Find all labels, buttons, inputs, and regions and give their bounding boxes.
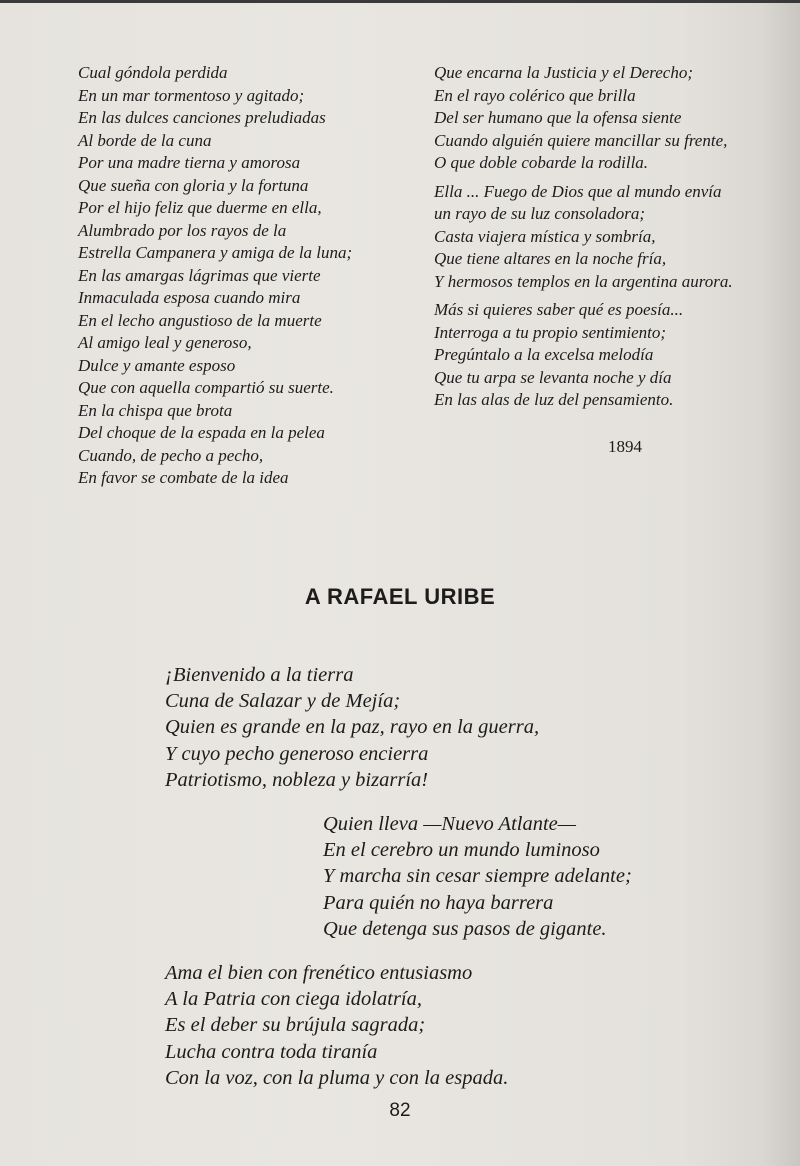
page-top-edge [0, 0, 800, 3]
verse-line: Interroga a tu propio sentimiento; [434, 322, 666, 342]
verse-line: En el lecho angustioso de la muerte [78, 310, 322, 330]
poem-stanza-1 [165, 662, 539, 793]
poem-stanza-3 [165, 960, 508, 1091]
verse-line: Inmaculada esposa cuando mira [78, 288, 301, 307]
verse-line: ¡Bienvenido a la tierra [165, 664, 354, 686]
verse-line: Pregúntalo a la excelsa melodía [434, 345, 654, 364]
verse-line: Cuna de Salazar y de Mejía; [165, 690, 401, 713]
verse-line: Estrella Campanera y amiga de la luna; [78, 243, 353, 262]
verse-line: Que tiene altares en la noche fría, [434, 249, 667, 268]
poem-date: 1894 [608, 437, 642, 456]
verse-line: Cual góndola perdida [78, 63, 228, 82]
verse-line: Que detenga sus pasos de gigante. [323, 917, 607, 940]
poem-stanza-2 [323, 811, 632, 942]
verse-line: Del choque de la espada en la pelea [78, 423, 325, 442]
verse-line: Con la voz, con la pluma y con la espada. [165, 1066, 509, 1089]
verse-line: Casta viajera mística y sombría, [434, 226, 656, 246]
verse-line: Y cuyo pecho generoso encierra [165, 742, 429, 765]
verse-line: Que tu arpa se levanta noche y día [434, 367, 672, 387]
verse-line: En el cerebro un mundo luminoso [323, 839, 600, 862]
verse-line: En un mar tormentoso y agitado; [78, 85, 305, 105]
verse-line: Que encarna la Justicia y el Derecho; [434, 63, 694, 82]
verse-line: En favor se combate de la idea [78, 468, 289, 487]
verse-line: Cuando, de pecho a pecho, [78, 445, 264, 465]
verse-line: O que doble cobarde la rodilla. [434, 153, 649, 172]
verse-line: Que sueña con gloria y la fortuna [78, 175, 309, 195]
verse-line: Por el hijo feliz que duerme en ella, [78, 198, 322, 217]
verse-line: En la chispa que brota [78, 400, 233, 420]
verse-line: Ama el bien con frenético entusiasmo [165, 962, 473, 984]
verse-line: Y hermosos templos en la argentina aurora. [434, 271, 733, 291]
verse-line: Al amigo leal y generoso, [78, 333, 252, 352]
right-column-verses [434, 62, 774, 412]
verse-line: Ella ... Fuego de Dios que al mundo envía [434, 181, 722, 201]
poem-title: A RAFAEL URIBE [304, 584, 496, 609]
verse-line: En las amargas lágrimas que vierte [78, 265, 321, 285]
verse-line: En las dulces canciones preludiadas [78, 108, 326, 127]
verse-line: Para quién no haya barrera [323, 891, 554, 914]
verse-line: En el rayo colérico que brilla [434, 85, 636, 105]
verse-line: Al borde de la cuna [78, 130, 212, 150]
verse-line: Cuando alguién quiere mancillar su frente, [434, 130, 728, 150]
verse-line: un rayo de su luz consoladora; [434, 204, 646, 223]
verse-line: Por una madre tierna y amorosa [78, 153, 301, 172]
right-stanza-1 [434, 62, 774, 175]
verse-line: Dulce y amante esposo [78, 355, 236, 375]
right-stanza-2 [434, 181, 774, 294]
verse-line: Que con aquella compartió su suerte. [78, 378, 334, 397]
right-stanza-3 [434, 299, 774, 412]
verse-line: Y marcha sin cesar siempre adelante; [323, 865, 632, 888]
page-number: 82 [389, 1100, 411, 1121]
verse-line: Del ser humano que la ofensa siente [434, 108, 682, 127]
verse-line: Lucha contra toda tiranía [165, 1040, 378, 1063]
verse-line: Quien lleva —Nuevo Atlante— [323, 813, 576, 835]
verse-line: Es el deber su brújula sagrada; [165, 1014, 426, 1037]
verse-line: A la Patria con ciega idolatría, [165, 988, 422, 1011]
verse-line: Patriotismo, nobleza y bizarría! [165, 768, 429, 791]
verse-line: Alumbrado por los rayos de la [78, 220, 287, 240]
verse-line: Más si quieres saber qué es poesía... [434, 300, 684, 319]
left-column-verses [78, 62, 418, 490]
verse-line: Quien es grande en la paz, rayo en la guerra, [165, 716, 540, 739]
verse-line: En las alas de luz del pensamiento. [434, 390, 674, 409]
